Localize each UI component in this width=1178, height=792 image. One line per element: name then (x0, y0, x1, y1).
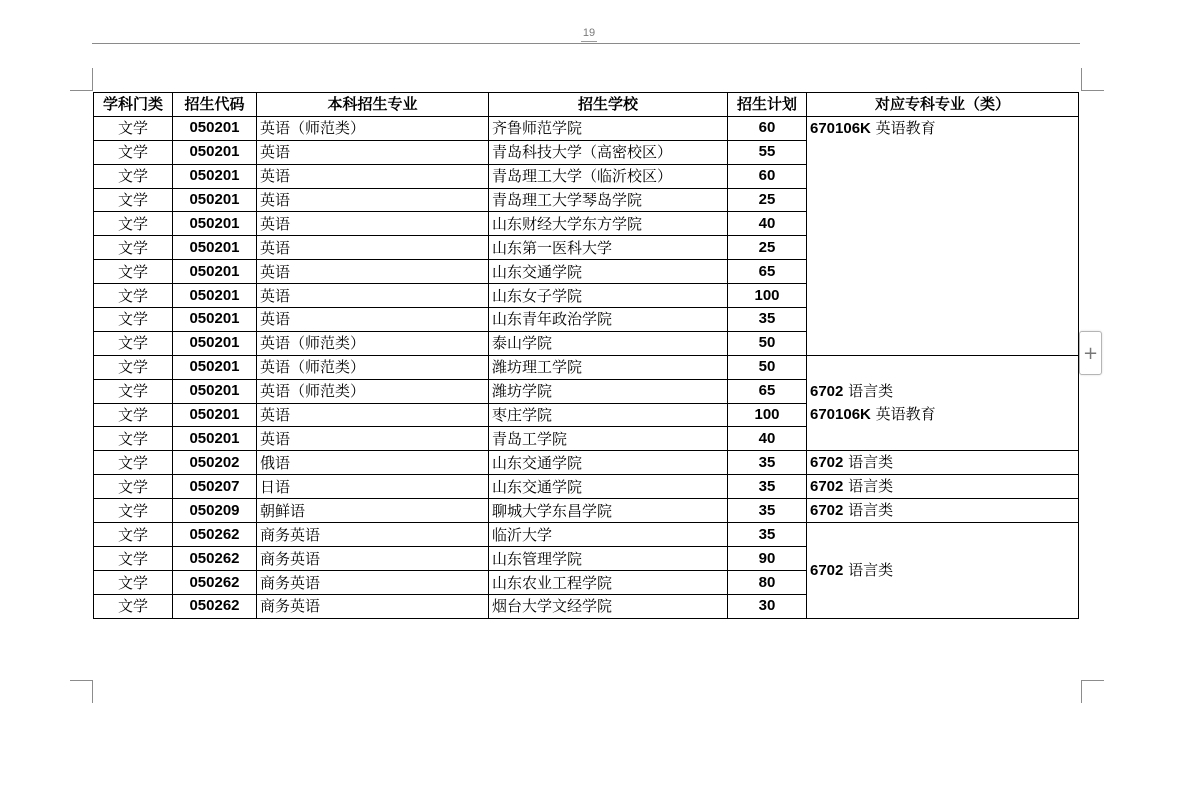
cell-code: 050201 (173, 140, 257, 164)
cell-school: 山东交通学院 (489, 475, 728, 499)
cell-specialty (807, 523, 1079, 619)
cell-school: 临沂大学 (489, 523, 728, 547)
cell-plan: 80 (728, 571, 807, 595)
table-row (94, 451, 1079, 475)
cell-code: 050201 (173, 260, 257, 284)
specialty-line (810, 499, 1075, 522)
cell-specialty (807, 499, 1079, 523)
specialty-line (810, 403, 1075, 426)
cell-code: 050201 (173, 331, 257, 355)
cell-plan: 35 (728, 499, 807, 523)
table-row (94, 116, 1079, 140)
specialty-name: 英语教育 (875, 118, 936, 137)
specialty-code: 6702 (810, 383, 844, 401)
header-specialty: 对应专科专业（类） (807, 93, 1079, 117)
admissions-table (93, 92, 1079, 619)
cell-category: 文学 (94, 355, 173, 379)
cell-school: 潍坊理工学院 (489, 355, 728, 379)
cell-category: 文学 (94, 595, 173, 619)
add-button[interactable]: + (1079, 331, 1102, 375)
cell-code: 050201 (173, 116, 257, 140)
specialty-line (810, 475, 1075, 498)
cell-plan: 65 (728, 260, 807, 284)
cell-specialty (807, 355, 1079, 451)
cell-plan: 60 (728, 116, 807, 140)
cell-code: 050262 (173, 523, 257, 547)
specialty-code: 6702 (810, 454, 844, 472)
cell-major: 英语 (257, 284, 489, 308)
cell-category: 文学 (94, 523, 173, 547)
cell-school: 青岛工学院 (489, 427, 728, 451)
cell-code: 050201 (173, 236, 257, 260)
header-plan: 招生计划 (728, 93, 807, 117)
cell-category: 文学 (94, 164, 173, 188)
cell-major: 俄语 (257, 451, 489, 475)
cell-major: 英语 (257, 188, 489, 212)
specialty-name: 语言类 (848, 501, 894, 520)
cell-category: 文学 (94, 116, 173, 140)
cell-code: 050201 (173, 212, 257, 236)
specialty-code: 6702 (810, 478, 844, 496)
cell-school: 山东农业工程学院 (489, 571, 728, 595)
cell-plan: 35 (728, 451, 807, 475)
cell-category: 文学 (94, 403, 173, 427)
cell-plan: 100 (728, 403, 807, 427)
cell-school: 泰山学院 (489, 331, 728, 355)
cell-code: 050201 (173, 164, 257, 188)
margin-mark-top-left (70, 68, 93, 91)
cell-category: 文学 (94, 284, 173, 308)
specialty-name: 英语教育 (875, 405, 936, 424)
cell-plan: 35 (728, 523, 807, 547)
cell-major: 英语 (257, 427, 489, 451)
specialty-line (810, 451, 1075, 474)
cell-school: 山东第一医科大学 (489, 236, 728, 260)
cell-category: 文学 (94, 379, 173, 403)
header-school: 招生学校 (489, 93, 728, 117)
cell-school: 青岛理工大学（临沂校区） (489, 164, 728, 188)
table-row (94, 523, 1079, 547)
cell-plan: 50 (728, 355, 807, 379)
specialty-name: 语言类 (848, 561, 894, 580)
cell-school: 青岛理工大学琴岛学院 (489, 188, 728, 212)
cell-school: 潍坊学院 (489, 379, 728, 403)
specialty-code: 670106K (810, 406, 871, 424)
cell-code: 050201 (173, 427, 257, 451)
cell-major: 商务英语 (257, 571, 489, 595)
cell-school: 枣庄学院 (489, 403, 728, 427)
cell-school: 山东交通学院 (489, 451, 728, 475)
cell-specialty (807, 451, 1079, 475)
table-row (94, 355, 1079, 379)
margin-mark-bottom-left (70, 680, 93, 703)
cell-plan: 60 (728, 164, 807, 188)
cell-category: 文学 (94, 236, 173, 260)
cell-plan: 40 (728, 427, 807, 451)
header-major: 本科招生专业 (257, 93, 489, 117)
cell-major: 英语 (257, 212, 489, 236)
cell-major: 日语 (257, 475, 489, 499)
table-row (94, 499, 1079, 523)
cell-code: 050201 (173, 355, 257, 379)
cell-category: 文学 (94, 547, 173, 571)
cell-plan: 25 (728, 236, 807, 260)
cell-code: 050201 (173, 403, 257, 427)
cell-school: 齐鲁师范学院 (489, 116, 728, 140)
cell-category: 文学 (94, 331, 173, 355)
cell-major: 英语 (257, 308, 489, 332)
cell-major: 英语 (257, 140, 489, 164)
cell-specialty (807, 116, 1079, 355)
cell-major: 英语（师范类） (257, 355, 489, 379)
cell-school: 聊城大学东昌学院 (489, 499, 728, 523)
cell-plan: 55 (728, 140, 807, 164)
table-body (94, 116, 1079, 618)
cell-school: 山东女子学院 (489, 284, 728, 308)
cell-category: 文学 (94, 427, 173, 451)
cell-school: 山东青年政治学院 (489, 308, 728, 332)
cell-code: 050201 (173, 308, 257, 332)
cell-school: 青岛科技大学（高密校区） (489, 140, 728, 164)
cell-plan: 50 (728, 331, 807, 355)
cell-category: 文学 (94, 499, 173, 523)
cell-category: 文学 (94, 475, 173, 499)
cell-school: 烟台大学文经学院 (489, 595, 728, 619)
cell-plan: 40 (728, 212, 807, 236)
table-header-row (94, 93, 1079, 117)
cell-major: 英语（师范类） (257, 379, 489, 403)
cell-major: 英语（师范类） (257, 331, 489, 355)
table-row (94, 475, 1079, 499)
header-category: 学科门类 (94, 93, 173, 117)
cell-code: 050209 (173, 499, 257, 523)
cell-major: 英语 (257, 236, 489, 260)
specialty-line (810, 559, 1075, 582)
specialty-line (810, 117, 1075, 140)
cell-major: 英语 (257, 260, 489, 284)
cell-school: 山东管理学院 (489, 547, 728, 571)
cell-major: 英语 (257, 164, 489, 188)
margin-mark-bottom-right (1081, 680, 1104, 703)
cell-code: 050207 (173, 475, 257, 499)
cell-plan: 30 (728, 595, 807, 619)
cell-code: 050201 (173, 379, 257, 403)
cell-plan: 90 (728, 547, 807, 571)
cell-major: 朝鲜语 (257, 499, 489, 523)
cell-category: 文学 (94, 308, 173, 332)
cell-plan: 35 (728, 475, 807, 499)
cell-category: 文学 (94, 140, 173, 164)
cell-major: 商务英语 (257, 547, 489, 571)
cell-code: 050262 (173, 547, 257, 571)
cell-school: 山东交通学院 (489, 260, 728, 284)
page-number: 19 (0, 25, 1178, 42)
header-code: 招生代码 (173, 93, 257, 117)
cell-category: 文学 (94, 451, 173, 475)
specialty-code: 6702 (810, 562, 844, 580)
header-rule (92, 43, 1080, 44)
cell-specialty (807, 475, 1079, 499)
cell-major: 英语 (257, 403, 489, 427)
cell-plan: 65 (728, 379, 807, 403)
margin-mark-top-right (1081, 68, 1104, 91)
specialty-name: 语言类 (848, 477, 894, 496)
specialty-name: 语言类 (848, 453, 894, 472)
cell-code: 050262 (173, 571, 257, 595)
cell-major: 商务英语 (257, 523, 489, 547)
cell-plan: 100 (728, 284, 807, 308)
cell-category: 文学 (94, 260, 173, 284)
cell-plan: 25 (728, 188, 807, 212)
cell-code: 050201 (173, 284, 257, 308)
cell-major: 商务英语 (257, 595, 489, 619)
cell-code: 050201 (173, 188, 257, 212)
cell-plan: 35 (728, 308, 807, 332)
specialty-name: 语言类 (848, 382, 894, 401)
specialty-code: 670106K (810, 119, 871, 137)
cell-school: 山东财经大学东方学院 (489, 212, 728, 236)
cell-category: 文学 (94, 212, 173, 236)
cell-major: 英语（师范类） (257, 116, 489, 140)
cell-category: 文学 (94, 571, 173, 595)
cell-code: 050202 (173, 451, 257, 475)
specialty-code: 6702 (810, 502, 844, 520)
specialty-line (810, 380, 1075, 403)
cell-code: 050262 (173, 595, 257, 619)
cell-category: 文学 (94, 188, 173, 212)
